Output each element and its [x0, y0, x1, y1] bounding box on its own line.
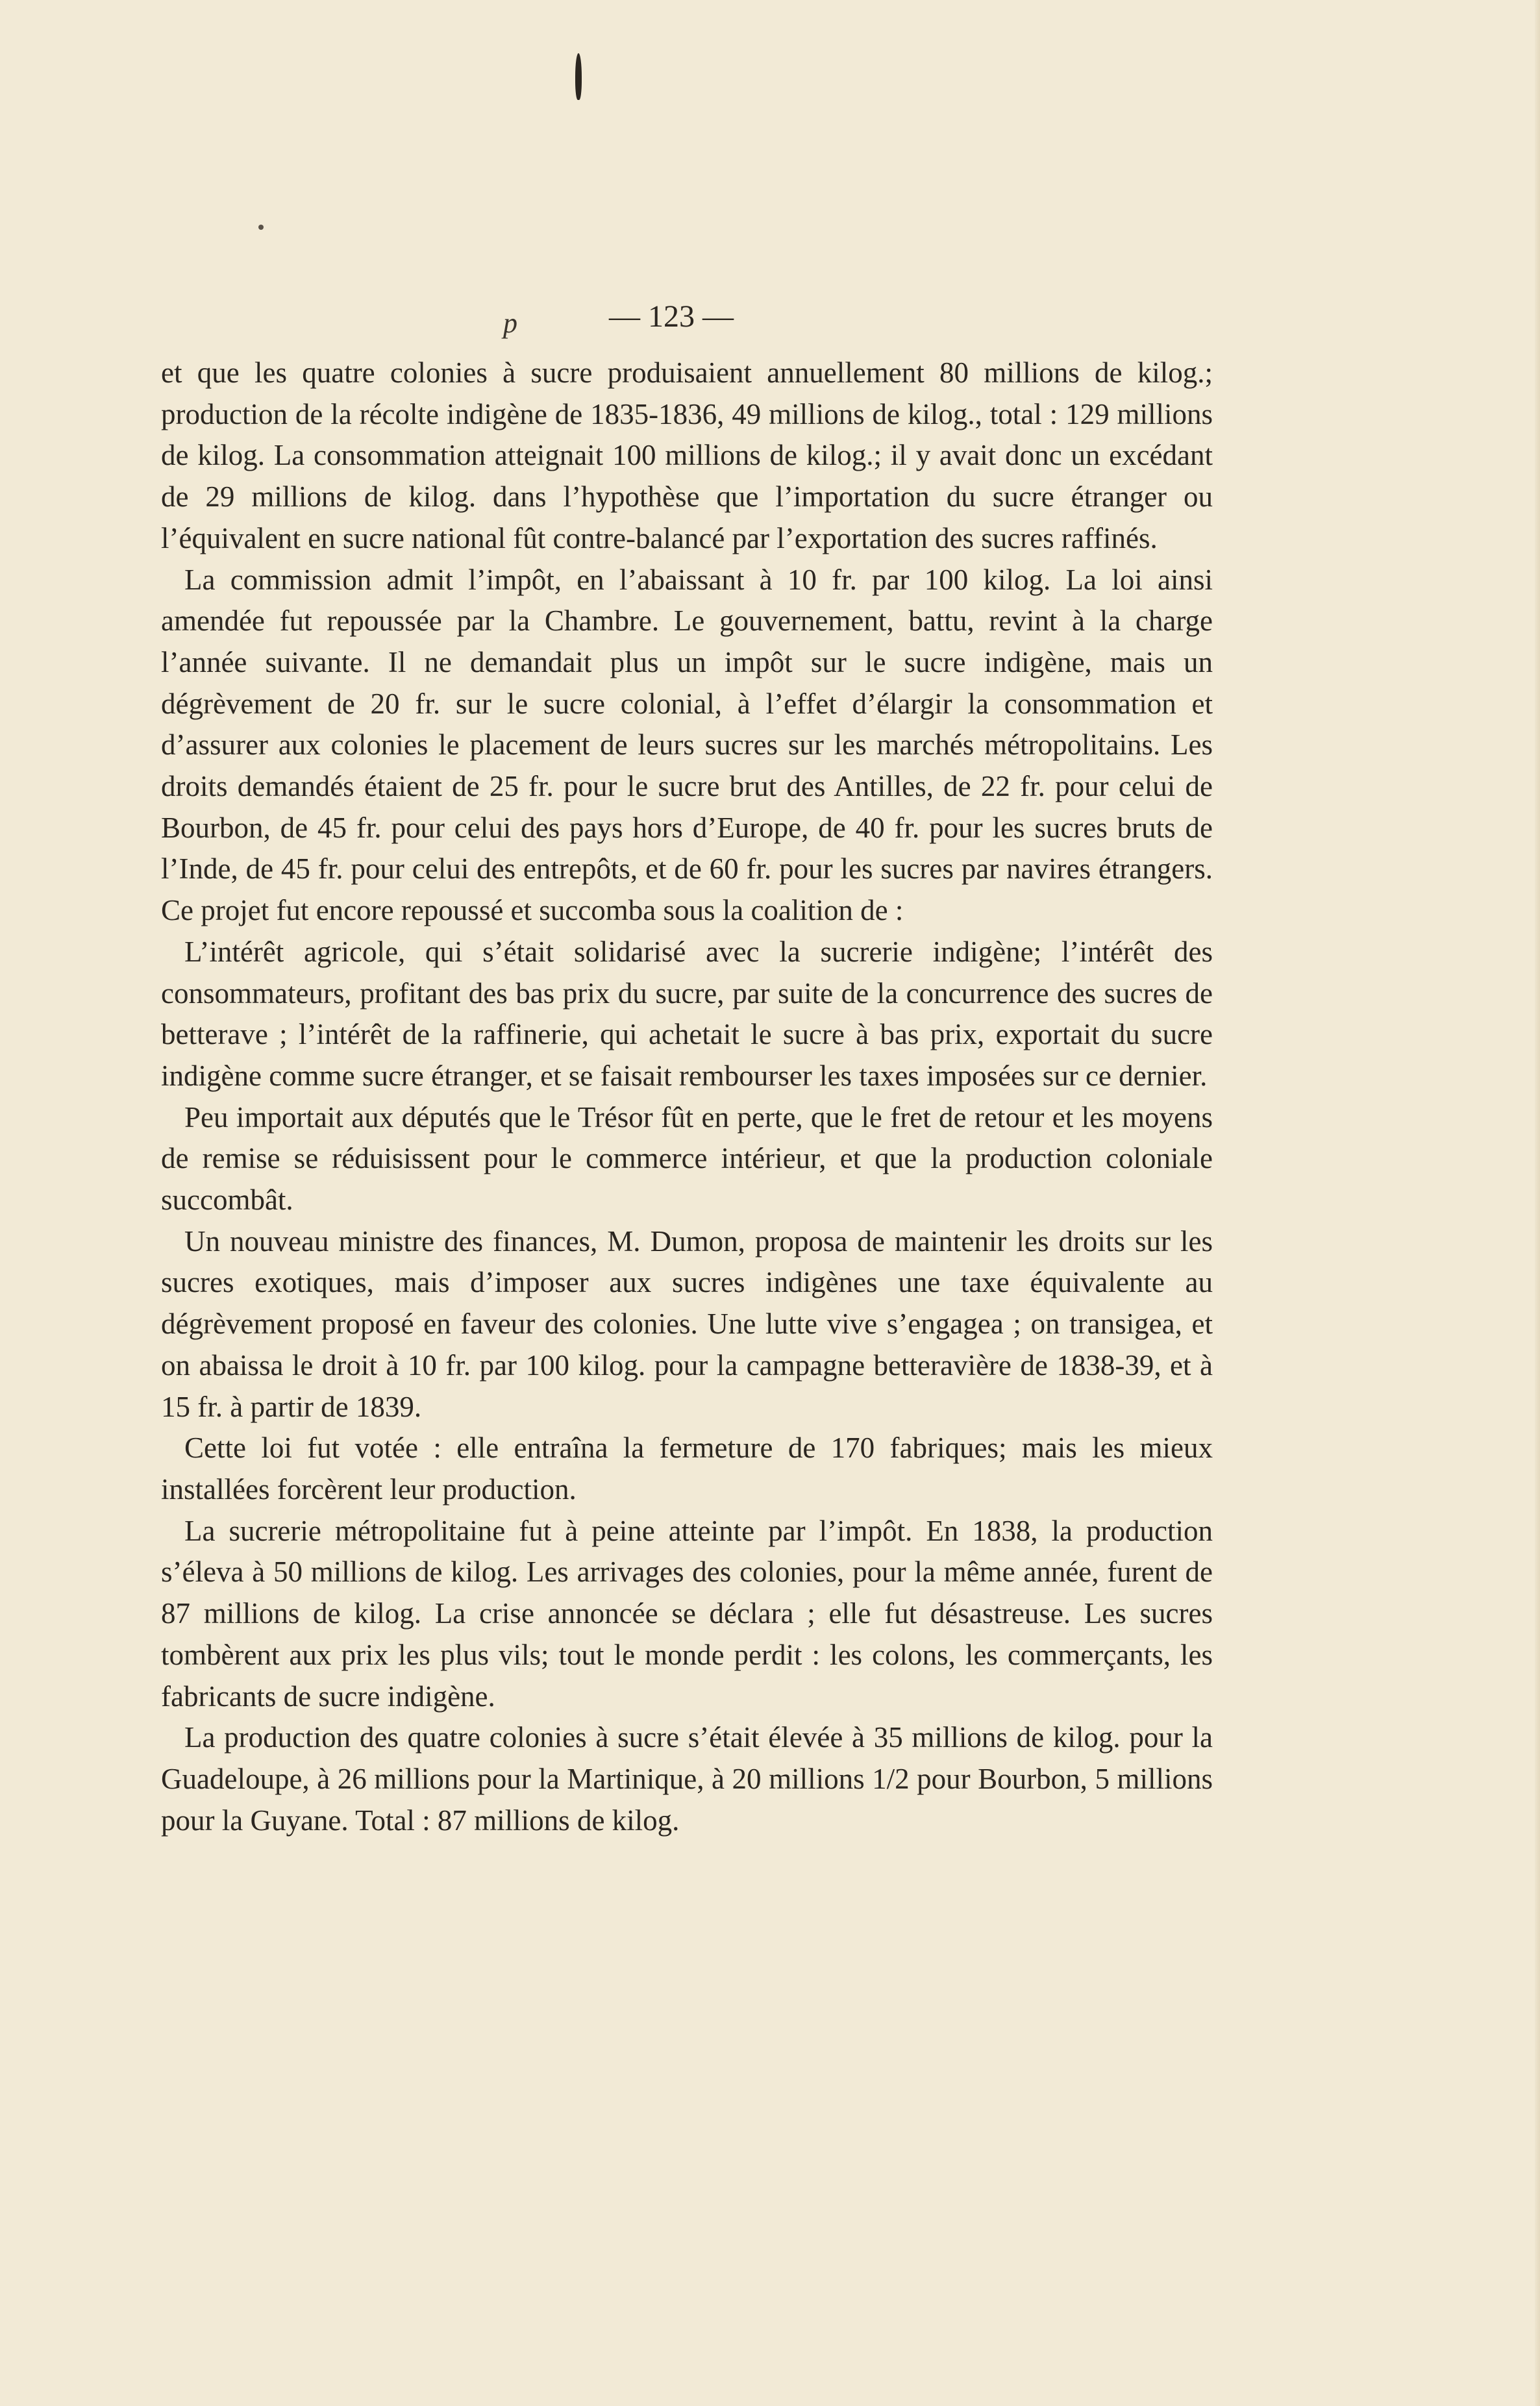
paragraph-4: Peu importait aux députés que le Trésor fût en perte, que le fret de retour et les moyens de remise se réduisissent pour le commerce intérieur, et que la production coloniale succombât. — [161, 1100, 1213, 1217]
paragraph-3: L’intérêt agricole, qui s’était solidarisé avec la sucrerie indigène; l’intérêt des consommateurs, profitant des bas prix du sucre, par suite de la concurrence des sucres de betterave ; l’intérêt de la raffinerie, qui achetait le sucre à bas prix, exportait du sucre indigène comme sucre étranger, et se faisait rembourser les taxes imposées sur ce dernier. — [161, 935, 1213, 1092]
paragraph-1: et que les quatre colonies à sucre produisaient annuellement 80 millions de kilog.; production de la récolte indigène de 1835-1836, 49 millions de kilog., total : 129 millions de kilog. La consommation atteignait 100 millions de kilog.; il y avait donc un excédant de 29 millions de kilog. dans l’hypothèse que l’importation du sucre étranger ou l’équivalent en sucre national fût contre-balancé par l’exportation des sucres raffinés. — [161, 356, 1213, 554]
paragraph-8: La production des quatre colonies à sucre s’était élevée à 35 millions de kilog. pour la Guadeloupe, à 26 millions pour la Martinique, à 20 millions 1/2 pour Bourbon, 5 millions pour la Guyane. Total : 87 millions de kilog. — [161, 1721, 1213, 1837]
paragraph-7: La sucrerie métropolitaine fut à peine atteinte par l’impôt. En 1838, la production s’éleva à 50 millions de kilog. Les arrivages des colonies, pour la même année, furent de 87 millions de kilog. La crise annoncée se déclara ; elle fut désastreuse. Les sucres tombèrent aux prix les plus vils; tout le monde perdit : les colons, les commerçants, les fabricants de sucre indigène. — [161, 1514, 1213, 1713]
page-number: — 123 — — [609, 299, 734, 334]
page-right-edge — [1535, 0, 1540, 2406]
margin-annotation: p — [503, 307, 517, 339]
page-mark — [575, 53, 582, 100]
paragraph-2: La commission admit l’impôt, en l’abaissant à 10 fr. par 100 kilog. La loi ainsi amendée fut repoussée par la Chambre. Le gouvernement, battu, revint à la charge l’année suivante. Il ne demandait plus un impôt sur le sucre indigène, mais un dégrèvement de 20 fr. sur le sucre colonial, à l’effet d’élargir la consommation et d’assurer aux colonies le placement de leurs sucres sur les marchés métropolitains. Les droits demandés étaient de 25 fr. pour le sucre brut des Antilles, de 22 fr. pour celui de Bourbon, de 45 fr. pour celui des pays hors d’Europe, de 40 fr. pour les sucres bruts de l’Inde, de 45 fr. pour celui des entrepôts, et de 60 fr. pour les sucres par navires étrangers. Ce projet fut encore repoussé et succomba sous la coalition de : — [161, 563, 1213, 927]
text-block — [161, 353, 1213, 1841]
paragraph-5: Un nouveau ministre des finances, M. Dumon, proposa de maintenir les droits sur les sucres exotiques, mais d’imposer aux sucres indigènes une taxe équivalente au dégrèvement proposé en faveur des colonies. Une lutte vive s’engagea ; on transigea, et on abaissa le droit à 10 fr. par 100 kilog. pour la campagne betteravière de 1838-39, et à 15 fr. à partir de 1839. — [161, 1224, 1213, 1423]
paragraph-6: Cette loi fut votée : elle entraîna la fermeture de 170 fabriques; mais les mieux installées forcèrent leur production. — [161, 1432, 1213, 1506]
page-dot — [258, 225, 264, 230]
